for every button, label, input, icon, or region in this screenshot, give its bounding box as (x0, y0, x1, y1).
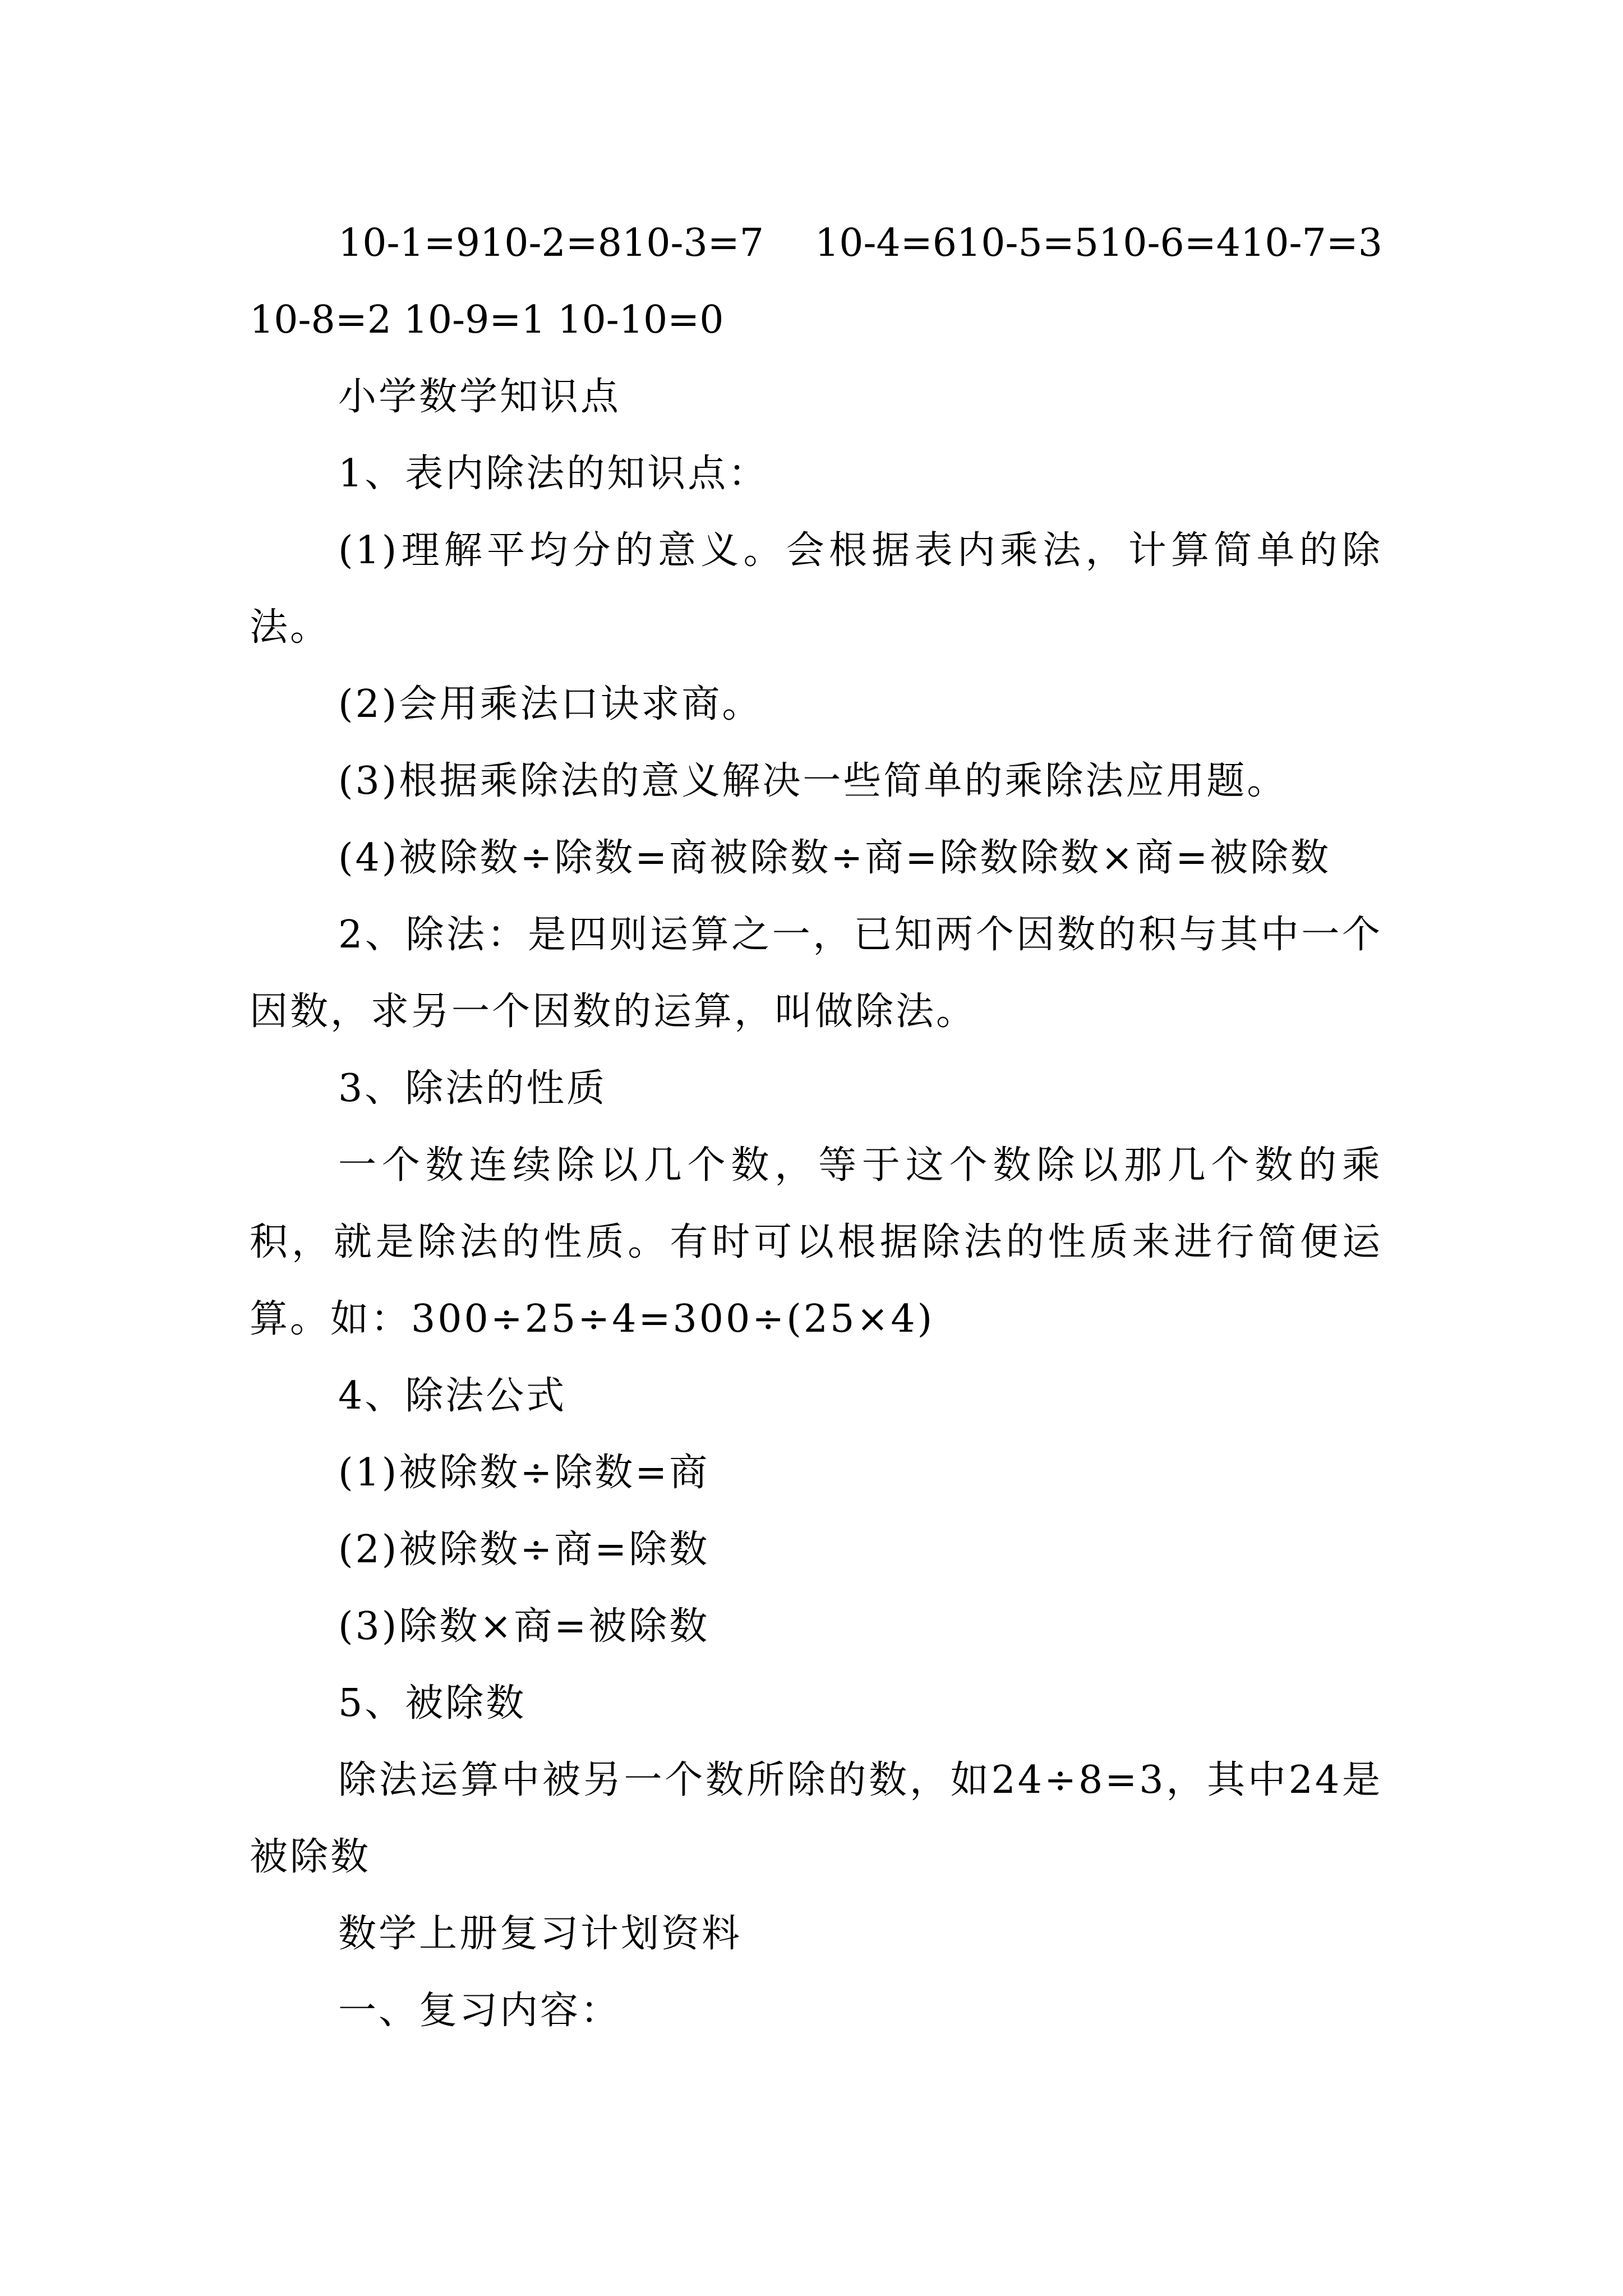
list-item-1: (1)理解平均分的意义。会根据表内乘法，计算简单的除法。 (250, 528, 1382, 650)
item-heading-dividend: 5、被除数 (338, 1681, 527, 1726)
item-division-definition: 2、除法：是四则运算之一，已知两个因数的积与其中一个因数，求另一个因数的运算，叫做除法。 (250, 913, 1382, 1034)
item-heading-division-property: 3、除法的性质 (338, 1066, 607, 1111)
division-property-paragraph: 一个数连续除以几个数，等于这个数除以那几个数的乘积，就是除法的性质。有时可以根据除法的性质来进行简便运算。如：300÷25÷4=300÷(25×4) (250, 1143, 1382, 1341)
item-heading-table-division: 1、表内除法的知识点： (338, 452, 769, 496)
section-heading-math-knowledge: 小学数学知识点 (338, 375, 621, 419)
section-heading-review-plan: 数学上册复习计划资料 (338, 1912, 743, 1956)
formula-item-2: (2)被除数÷商=除数 (338, 1527, 710, 1572)
item-heading-division-formulas: 4、除法公式 (338, 1374, 567, 1418)
list-item-2: (2)会用乘法口诀求商。 (338, 682, 763, 726)
formula-item-3: (3)除数×商=被除数 (338, 1604, 710, 1649)
subtraction-facts-paragraph: 10-1=910-2=810-3=7 10-4=610-5=510-6=410-7=3 10-8=2 10-9=1 10-10=0 (250, 221, 1395, 342)
list-item-4: (4)被除数÷除数=商被除数÷商=除数除数×商=被除数 (338, 836, 1331, 880)
list-item-3: (3)根据乘除法的意义解决一些简单的乘除法应用题。 (338, 759, 1288, 803)
dividend-definition-paragraph: 除法运算中被另一个数所除的数，如24÷8=3，其中24是被除数 (250, 1758, 1382, 1879)
formula-item-1: (1)被除数÷除数=商 (338, 1451, 710, 1495)
review-content-heading: 一、复习内容： (338, 1989, 621, 2033)
document-body (250, 205, 1395, 2049)
